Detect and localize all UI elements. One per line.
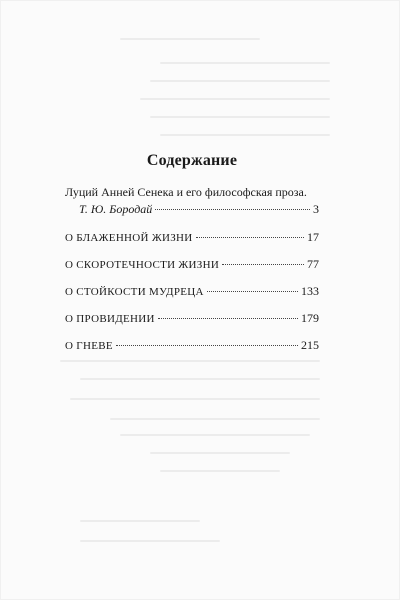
dot-leader — [155, 209, 310, 210]
intro-title: Луций Анней Сенека и его философская проза. — [65, 185, 307, 199]
toc-entry-label: О ГНЕВЕ — [65, 340, 113, 352]
intro-author: Т. Ю. Бородай — [79, 202, 153, 216]
toc-entry — [65, 257, 319, 272]
toc-entry — [65, 311, 319, 326]
toc-entry-page-number: 179 — [301, 311, 319, 325]
toc-entry-label: О СТОЙКОСТИ МУДРЕЦА — [65, 286, 204, 298]
toc-entry — [65, 230, 319, 245]
toc-entry-intro — [65, 184, 319, 218]
dot-leader — [207, 291, 298, 292]
toc-entry-page-number: 77 — [307, 257, 319, 271]
toc-entry-page-number: 215 — [301, 338, 319, 352]
dot-leader — [116, 345, 298, 346]
toc-entry-page-number: 17 — [307, 230, 319, 244]
toc-entry-label: О ПРОВИДЕНИИ — [65, 313, 155, 325]
toc-entry — [65, 338, 319, 353]
toc-title: Содержание — [146, 152, 238, 169]
toc-entry — [65, 284, 319, 299]
dot-leader — [158, 318, 298, 319]
toc-entry-label: О СКОРОТЕЧНОСТИ ЖИЗНИ — [65, 259, 220, 271]
dot-leader — [196, 237, 304, 238]
intro-page-number: 3 — [313, 202, 319, 216]
toc-entry-page-number: 133 — [301, 284, 319, 298]
table-of-contents — [65, 152, 319, 353]
dot-leader — [222, 264, 304, 265]
toc-entry-label: О БЛАЖЕННОЙ ЖИЗНИ — [65, 232, 193, 244]
